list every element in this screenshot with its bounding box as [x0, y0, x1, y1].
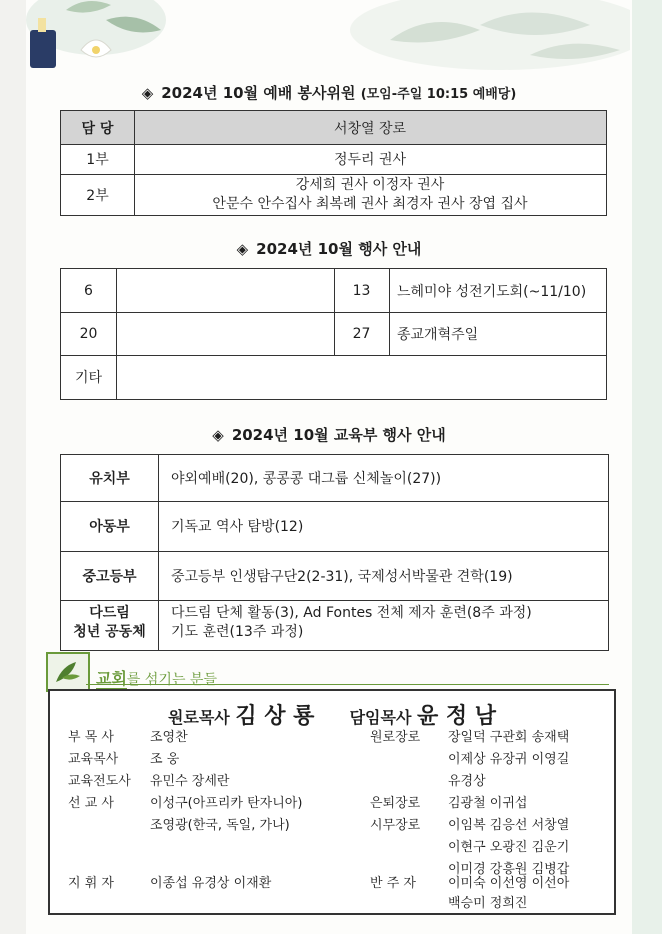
staff-names: 백승미 정희진: [448, 896, 528, 911]
worship-row-value: [134, 176, 606, 214]
event-text: 종교개혁주일: [397, 326, 479, 343]
education-dept-events: 중고등부 인생탐구단2(2-31), 국제성서박물관 견학(19): [171, 568, 513, 585]
education-dept-label: 유치부: [89, 471, 130, 487]
event-other-value: [116, 355, 606, 399]
worship-header-value: 서창열 장로: [333, 120, 407, 137]
education-dept-label: [61, 604, 158, 642]
worship-row-line: 안문수 안수집사 최복례 권사 최경자 권사 장엽 집사: [212, 196, 528, 212]
staff-role: 시무장로: [370, 818, 421, 833]
education-dept-events: [171, 604, 606, 642]
education-heading: [26, 424, 632, 445]
emeritus-name: 김 상 룡: [235, 704, 315, 729]
events-table: [60, 268, 607, 400]
event-text: [116, 269, 334, 312]
worship-header-label: 담 당: [81, 120, 114, 137]
education-dept-label-line: 다드림: [89, 605, 130, 621]
staff-role: 지 휘 자: [68, 876, 114, 891]
page-edge: [632, 0, 662, 934]
staff-role: 부 목 사: [68, 730, 114, 745]
education-table: [60, 454, 609, 651]
staff-role: 원로장로: [370, 730, 421, 745]
education-dept-label: 아동부: [89, 519, 130, 535]
staff-names: 이종섭 유경상 이재환: [150, 876, 272, 891]
education-dept-label: 중고등부: [82, 568, 137, 585]
event-date: 27: [352, 325, 371, 342]
leaf-icon: [46, 652, 90, 692]
events-heading: [26, 238, 632, 259]
senior-pastor-label: 담임목사: [349, 708, 412, 727]
event-date: 6: [84, 282, 93, 299]
staff-section-title: [96, 666, 217, 689]
staff-names: 이현구 오광진 김운기: [448, 840, 570, 855]
staff-role: 교육목사: [68, 752, 119, 767]
staff-names: 이미경 강흥원 김병갑: [448, 862, 570, 877]
staff-names: 조 웅: [150, 752, 180, 767]
staff-names: 유민수 장세란: [150, 774, 230, 789]
worship-heading-text: 2024년 10월 예배 봉사위원: [161, 84, 356, 102]
emeritus-label: 원로목사: [167, 708, 230, 727]
staff-names: 이제상 유장귀 이영길: [448, 752, 570, 767]
education-dept-events: 야외예배(20), 콩콩콩 대그룹 신체놀이(27)): [171, 471, 442, 487]
staff-role: 반 주 자: [370, 876, 416, 891]
event-date: 13: [352, 282, 371, 299]
worship-row-label: 2부: [86, 187, 109, 204]
section-divider: [86, 684, 609, 685]
staff-names: 장일덕 구관회 송재택: [448, 730, 570, 745]
event-date: 20: [79, 325, 98, 342]
staff-names: 조영찬: [150, 730, 188, 745]
candle-decoration-icon: [26, 0, 166, 80]
staff-role: 선 교 사: [68, 796, 114, 811]
staff-names: 이임복 김응선 서창열: [448, 818, 570, 833]
staff-names: 조영광(한국, 독일, 가나): [150, 818, 290, 833]
diamond-bullet-icon: ◈: [141, 84, 154, 102]
worship-row-line: 강세희 권사 이정자 권사: [295, 177, 445, 193]
worship-heading: [26, 82, 632, 103]
staff-names: 김광철 이귀섭: [448, 796, 528, 811]
staff-names: 이미숙 이선영 이선아: [448, 876, 570, 891]
education-heading-text: 2024년 10월 교육부 행사 안내: [231, 426, 446, 444]
worship-heading-note: (모임-주일 10:15 예배당): [360, 87, 517, 102]
education-event-line: 기도 훈련(13주 과정): [171, 624, 304, 640]
worship-row-value: 정두리 권사: [333, 152, 407, 168]
worship-row-label: 1부: [86, 152, 109, 168]
education-dept-events: 기독교 역사 탐방(12): [171, 519, 304, 535]
staff-section-title-rest: 를 섬기는 분들: [126, 672, 217, 688]
staff-names: 유경상: [448, 774, 486, 789]
worship-table: [60, 110, 607, 216]
education-event-line: 다드림 단체 활동(3), Ad Fontes 전체 제자 훈련(8주 과정): [171, 605, 532, 621]
leaf-decoration-icon: [330, 0, 630, 75]
event-other-label: 기타: [74, 370, 103, 386]
event-text: 느헤미야 성전기도회(~11/10): [397, 283, 587, 300]
senior-pastor-name: 윤 정 남: [416, 704, 497, 729]
diamond-bullet-icon: ◈: [212, 426, 224, 444]
staff-role: 은퇴장로: [370, 796, 421, 811]
event-text: [116, 312, 334, 355]
staff-role: 교육전도사: [68, 774, 131, 789]
events-heading-text: 2024년 10월 행사 안내: [256, 240, 422, 258]
diamond-bullet-icon: ◈: [236, 240, 249, 258]
education-dept-label-line: 청년 공동체: [73, 624, 146, 640]
staff-section-title-bold: 교회: [96, 669, 127, 688]
staff-names: 이성구(아프리카 탄자니아): [150, 796, 303, 811]
